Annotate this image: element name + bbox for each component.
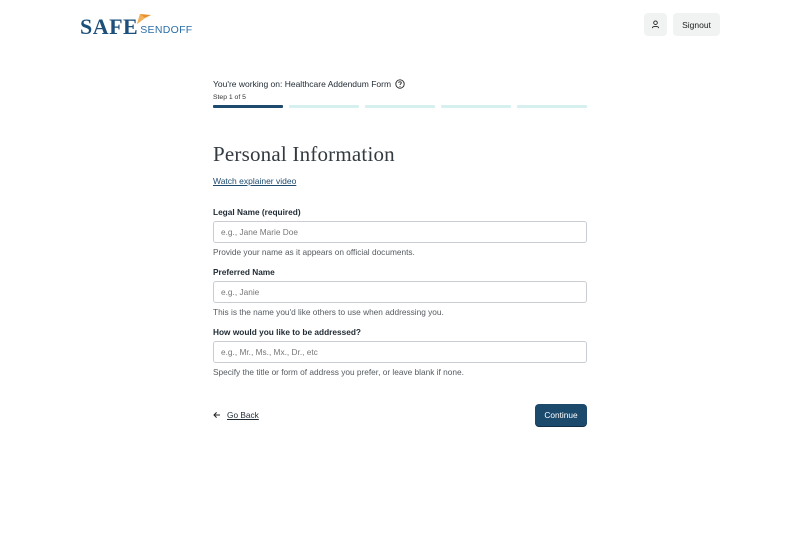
go-back-button[interactable] <box>213 409 259 421</box>
account-button[interactable] <box>644 13 667 36</box>
working-on-banner <box>213 78 587 90</box>
page-title: Personal Information <box>213 142 395 166</box>
legal-name-input[interactable] <box>213 221 587 243</box>
help-icon[interactable] <box>395 79 405 89</box>
brand-logo[interactable] <box>80 14 193 38</box>
progress-segment-4 <box>441 105 511 108</box>
address-title-hint: Specify the title or form of address you prefer, or leave blank if none. <box>213 367 464 377</box>
preferred-name-hint: This is the name you'd like others to use when addressing you. <box>213 307 444 317</box>
go-back-label: Go Back <box>227 410 259 420</box>
address-title-label: How would you like to be addressed? <box>213 327 361 337</box>
logo-safe-text: SAFE <box>80 14 139 39</box>
continue-button[interactable]: Continue <box>535 404 587 426</box>
progress-bar <box>213 105 587 108</box>
explainer-video-link[interactable]: Watch explainer video <box>213 176 297 186</box>
progress-segment-1 <box>213 105 283 108</box>
logo-sendoff-text: SENDOFF <box>140 24 193 36</box>
address-title-input[interactable] <box>213 341 587 363</box>
working-on-text: You're working on: Healthcare Addendum Form <box>213 79 392 89</box>
arrow-left-icon <box>213 411 221 419</box>
legal-name-label: Legal Name (required) <box>213 207 301 217</box>
user-icon <box>651 20 660 29</box>
progress-segment-3 <box>365 105 435 108</box>
legal-name-hint: Provide your name as it appears on official documents. <box>213 247 415 257</box>
progress-segment-5 <box>517 105 587 108</box>
step-indicator: Step 1 of 5 <box>213 94 246 101</box>
signout-button[interactable]: Signout <box>673 13 720 36</box>
progress-segment-2 <box>289 105 359 108</box>
preferred-name-label: Preferred Name <box>213 267 275 277</box>
logo-flag-icon <box>137 14 151 24</box>
preferred-name-input[interactable] <box>213 281 587 303</box>
